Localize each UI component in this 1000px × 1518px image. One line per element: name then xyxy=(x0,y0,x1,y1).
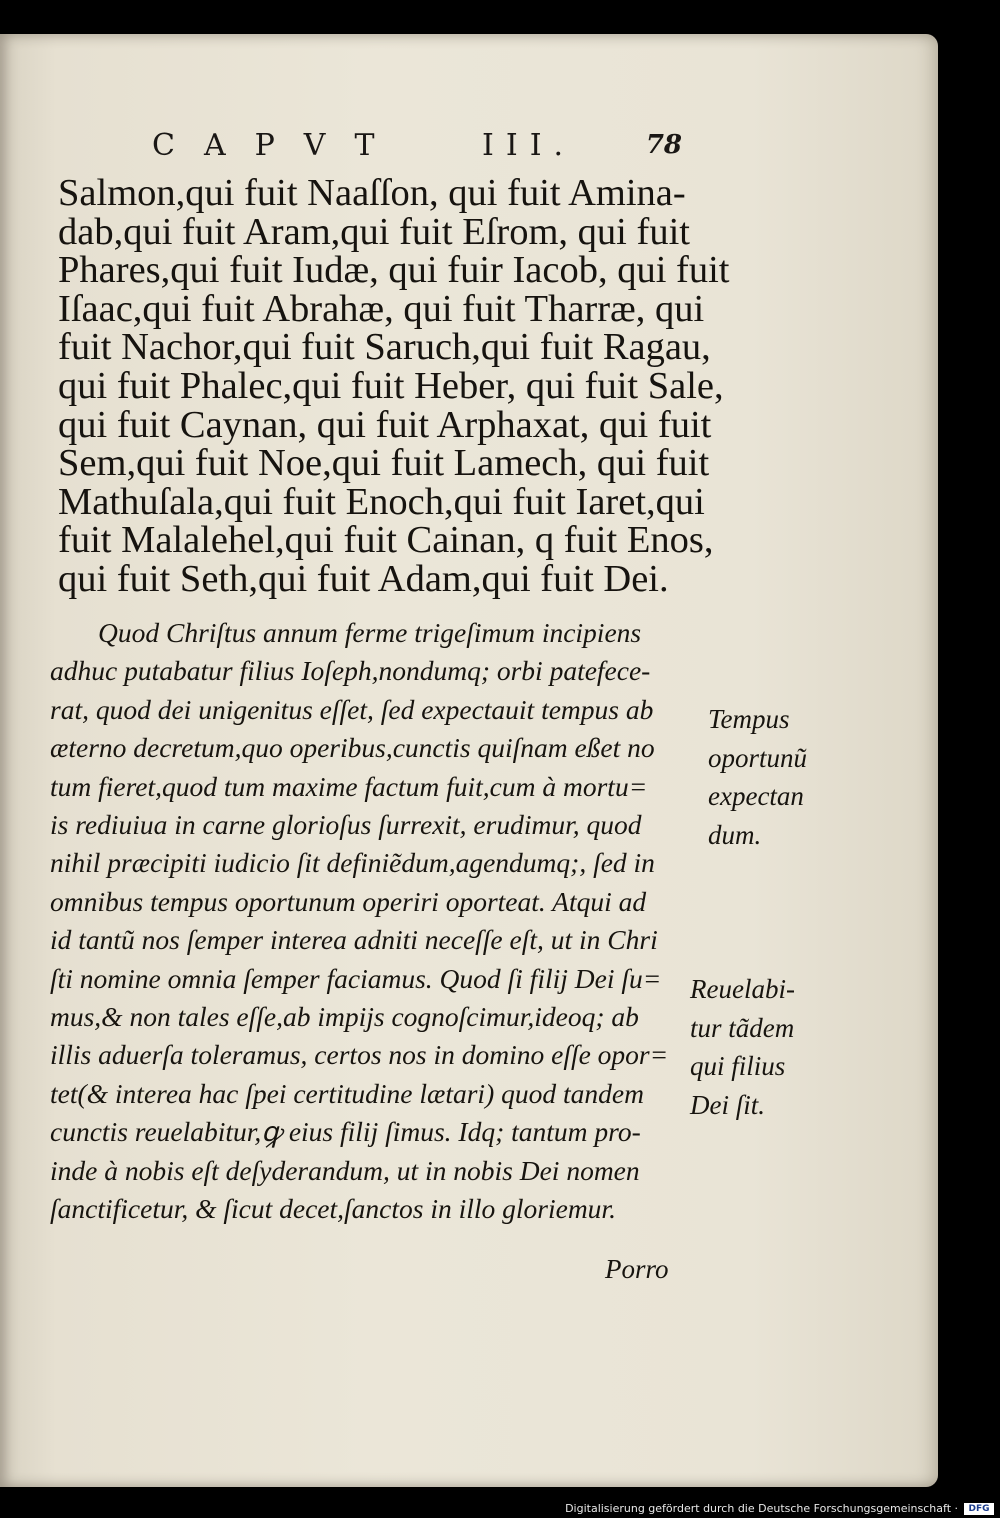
margin-note-line: qui filius xyxy=(690,1051,786,1081)
funding-credit: Digitalisierung gefördert durch die Deutsche Forschungsgemeinschaft · xyxy=(565,1502,958,1515)
text-line: Salmon,qui fuit Naaſſon, qui fuit Amina- xyxy=(58,172,686,214)
margin-note-reuelabitur xyxy=(690,970,795,1124)
dfg-logo: DFG xyxy=(964,1503,994,1515)
margin-note-line: expectan xyxy=(708,781,804,811)
text-line: id tantũ nos ſemper interea adniti neceſſe eſt, ut in Chri xyxy=(50,924,658,956)
genealogy-text xyxy=(58,172,730,600)
text-line: tum fieret,quod tum maxime factum fuit,cum à mortu= xyxy=(50,770,648,802)
text-line: æterno decretum,quo operibus,cunctis quiſnam eßet no xyxy=(50,732,655,764)
running-head xyxy=(152,128,682,168)
text-line: Mathuſala,qui fuit Enoch,qui fuit Iaret,qui xyxy=(58,480,705,523)
margin-note-line: Reuelabi- xyxy=(690,974,795,1004)
text-line: omnibus tempus oportunum operiri oporteat. Atqui ad xyxy=(50,885,647,917)
margin-note-tempus xyxy=(708,700,807,854)
text-line: ſti nomine omnia ſemper faciamus. Quod ſi filij Dei ſu= xyxy=(50,962,662,994)
margin-note-line: Tempus xyxy=(708,704,790,734)
text-line: qui fuit Seth,qui fuit Adam,qui fuit Dei. xyxy=(58,557,669,600)
folio-number: 78 xyxy=(645,130,682,160)
text-line: cunctis reuelabitur,ꝙ eius filij ſimus. Idq; tantum pro- xyxy=(50,1116,641,1148)
text-line: ſanctificetur, & ſicut decet,ſanctos in illo gloriemur. xyxy=(50,1193,616,1225)
text-line: inde à nobis eſt deſyderandum, ut in nobis Dei nomen xyxy=(50,1154,640,1186)
margin-note-line: Dei ſit. xyxy=(690,1089,765,1120)
text-line: qui fuit Phalec,qui fuit Heber, qui fuit Sale, xyxy=(58,364,724,407)
text-line: adhuc putabatur filius Ioſeph,nondumq; orbi patefece- xyxy=(50,655,651,687)
text-line: fuit Malalehel,qui fuit Cainan, q fuit Enos, xyxy=(58,519,714,562)
margin-note-line: oportunũ xyxy=(708,742,808,773)
text-line: tet(& interea hac ſpei certitudine lætari) quod tandem xyxy=(50,1077,644,1109)
text-line: nihil præcipiti iudicio ſit definiẽdum,agendumq;, ſed in xyxy=(50,847,655,879)
margin-note-line: tur tãdem xyxy=(690,1012,795,1043)
commentary-text xyxy=(50,614,690,1229)
running-head-chapter: III. xyxy=(482,128,576,163)
text-line: illis aduerſa toleramus, certos nos in domino eſſe opor= xyxy=(50,1039,669,1071)
catchword: Porro xyxy=(605,1254,669,1284)
text-line: is rediuiua in carne glorioſus ſurrexit, erudimur, quod xyxy=(50,809,642,841)
text-line: mus,& non tales eſſe,ab impijs cognoſcimur,ideoq; ab xyxy=(50,1001,639,1033)
text-line: rat, quod dei unigenitus eſſet, ſed expectauit tempus ab xyxy=(50,693,654,725)
text-line: Iſaac,qui fuit Abrahæ, qui fuit Tharræ, qui xyxy=(58,287,705,330)
text-line: fuit Nachor,qui fuit Saruch,qui fuit Ragau, xyxy=(58,326,711,369)
text-line: Sem,qui fuit Noe,qui fuit Lamech, qui fuit xyxy=(58,442,710,485)
text-line: qui fuit Caynan, qui fuit Arphaxat, qui fuit xyxy=(58,403,712,446)
text-line: dab,qui fuit Aram,qui fuit Eſrom, qui fuit xyxy=(58,210,690,253)
text-line: Quod Chriſtus annum ferme trigeſimum incipiens xyxy=(98,617,642,648)
text-line: Phares,qui fuit Iudæ, qui fuir Iacob, qui fuit xyxy=(58,249,730,292)
running-head-title: CAPVT xyxy=(152,128,404,163)
margin-note-line: dum. xyxy=(708,819,762,850)
